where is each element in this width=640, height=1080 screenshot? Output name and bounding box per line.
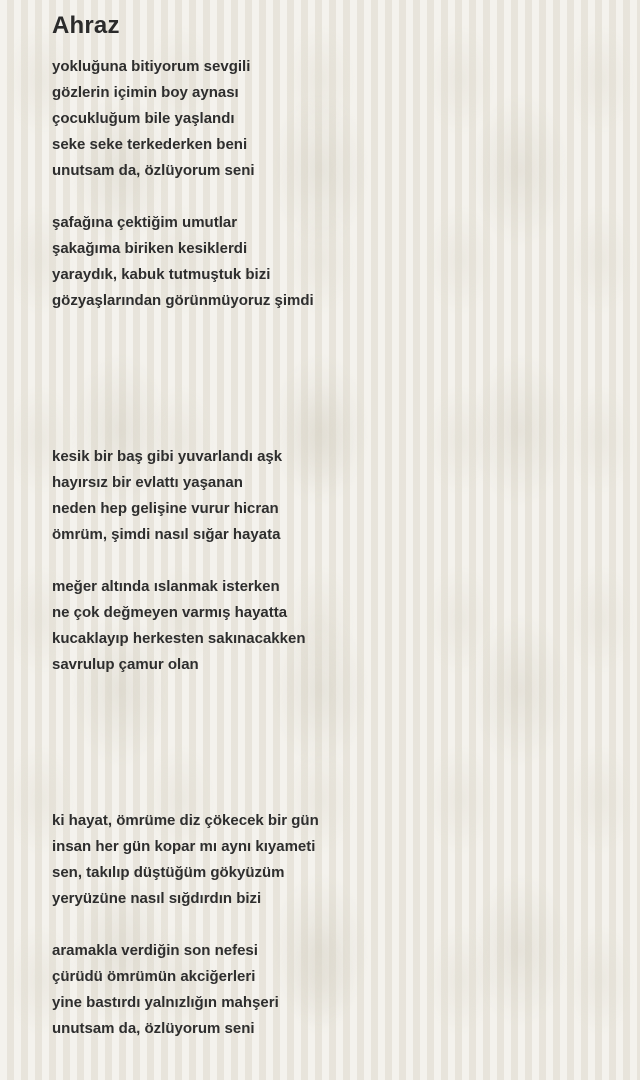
poem-line: ki hayat, ömrüme diz çökecek bir gün xyxy=(52,812,319,829)
stanza-gap xyxy=(52,184,612,210)
poem-line: hayırsız bir evlattı yaşanan xyxy=(52,474,243,491)
section-gap xyxy=(52,678,612,808)
poem-line: gözyaşlarından görünmüyoruz şimdi xyxy=(52,292,314,309)
stanza-2 xyxy=(52,210,612,314)
poem-line: gözlerin içimin boy aynası xyxy=(52,84,239,101)
poem-line: yeryüzüne nasıl sığdırdın bizi xyxy=(52,890,262,907)
poem-line: yine bastırdı yalnızlığın mahşeri xyxy=(52,994,279,1011)
poem-line: şafağına çektiğim umutlar xyxy=(52,214,238,231)
poem-line: ne çok değmeyen varmış hayatta xyxy=(52,604,288,621)
poem-line: neden hep gelişine vurur hicran xyxy=(52,500,279,517)
stanza-1 xyxy=(52,54,612,184)
poem-line: unutsam da, özlüyorum seni xyxy=(52,162,255,179)
poem-line: kesik bir baş gibi yuvarlandı aşk xyxy=(52,448,283,465)
stanza-6 xyxy=(52,938,612,1042)
poem-line: yaraydık, kabuk tutmuştuk bizi xyxy=(52,266,271,283)
section-gap xyxy=(52,314,612,444)
poem-line: insan her gün kopar mı aynı kıyameti xyxy=(52,838,316,855)
stanza-4 xyxy=(52,574,612,678)
poem-line: yokluğuna bitiyorum sevgili xyxy=(52,58,251,75)
poem-line: savrulup çamur olan xyxy=(52,656,199,673)
stanza-gap xyxy=(52,912,612,938)
poem-line: meğer altında ıslanmak isterken xyxy=(52,578,280,595)
poem-line: unutsam da, özlüyorum seni xyxy=(52,1020,255,1037)
poem-line: aramakla verdiğin son nefesi xyxy=(52,942,258,959)
stanza-3 xyxy=(52,444,612,548)
poem-line: kucaklayıp herkesten sakınacakken xyxy=(52,630,306,647)
poem-line: çürüdü ömrümün akciğerleri xyxy=(52,968,256,985)
poem-line: sen, takılıp düştüğüm gökyüzüm xyxy=(52,864,285,881)
poem-body xyxy=(52,54,612,1042)
poem-line: ömrüm, şimdi nasıl sığar hayata xyxy=(52,526,281,543)
poem-line: şakağıma biriken kesiklerdi xyxy=(52,240,248,257)
stanza-gap xyxy=(52,548,612,574)
poem-title: Ahraz xyxy=(52,12,120,39)
poem-page xyxy=(52,10,612,1042)
poem-line: çocukluğum bile yaşlandı xyxy=(52,110,235,127)
stanza-5 xyxy=(52,808,612,912)
poem-line: seke seke terkederken beni xyxy=(52,136,248,153)
